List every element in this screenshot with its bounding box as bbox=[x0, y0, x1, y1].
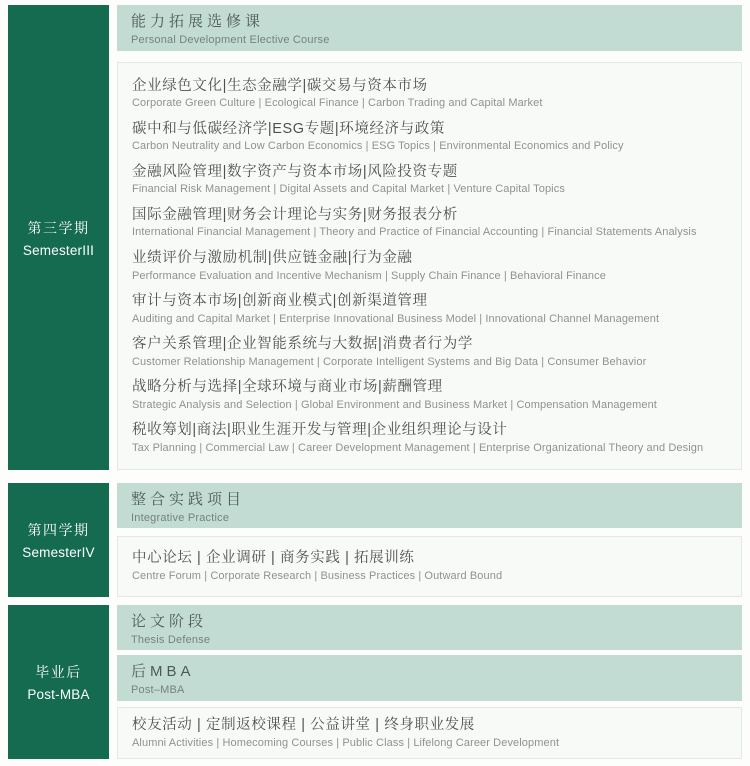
course-title-en: Corporate Green Culture | Ecological Finance | Carbon Trading and Capital Market bbox=[132, 97, 543, 110]
band-title-zh: 整合实践项目 bbox=[131, 490, 246, 508]
course-row bbox=[132, 379, 727, 411]
sidebar-semester-3 bbox=[8, 5, 109, 470]
course-title-zh: 碳中和与低碳经济学|ESG专题|环境经济与政策 bbox=[132, 120, 445, 137]
course-panel-post-mba bbox=[117, 707, 742, 759]
sidebar-label-zh: 第三学期 bbox=[27, 219, 90, 236]
course-title-zh: 战略分析与选择|全球环境与商业市场|薪酬管理 bbox=[132, 378, 443, 395]
course-title-en: Carbon Neutrality and Low Carbon Economics | ESG Topics | Environmental Economics and Policy bbox=[132, 140, 624, 153]
sidebar-label-en: SemesterIV bbox=[22, 545, 95, 560]
section-semester-4 bbox=[8, 483, 742, 597]
sidebar-semester-4 bbox=[8, 483, 109, 597]
course-title-en: Financial Risk Management | Digital Assets and Capital Market | Venture Capital Topics bbox=[132, 183, 565, 196]
section-post-mba bbox=[8, 605, 742, 759]
sidebar-label-en: SemesterIII bbox=[22, 242, 95, 258]
section-content-semester-3 bbox=[117, 5, 742, 470]
course-title-en: Alumni Activities | Homecoming Courses | Public Class | Lifelong Career Development bbox=[132, 736, 560, 749]
band-title-en: Post–MBA bbox=[131, 684, 185, 696]
band-title-zh: 能力拓展选修课 bbox=[131, 13, 265, 30]
course-title-zh: 中心论坛 | 企业调研 | 商务实践 | 拓展训练 bbox=[132, 550, 415, 567]
course-title-zh: 国际金融管理|财务会计理论与实务|财务报表分析 bbox=[132, 206, 458, 223]
course-row bbox=[132, 250, 727, 282]
course-panel-semester-3 bbox=[117, 62, 742, 470]
band-elective-course bbox=[117, 5, 742, 51]
course-title-zh: 业绩评价与激励机制|供应链金融|行为金融 bbox=[132, 249, 413, 266]
course-title-en: Strategic Analysis and Selection | Global Environment and Business Market | Compensation Management bbox=[132, 398, 657, 411]
sidebar-label-zh: 第四学期 bbox=[27, 522, 90, 538]
band-title-zh: 后MBA bbox=[131, 663, 195, 680]
course-title-zh: 审计与资本市场|创新商业模式|创新渠道管理 bbox=[132, 292, 428, 309]
course-row bbox=[132, 293, 727, 325]
band-title-en: Integrative Practice bbox=[131, 511, 230, 524]
sidebar-label-en: Post-MBA bbox=[27, 687, 90, 702]
course-title-en: Tax Planning | Commercial Law | Career Development Management | Enterprise Organizational Theory and Design bbox=[132, 441, 704, 454]
band-title-en: Personal Development Elective Course bbox=[131, 34, 330, 46]
course-panel-semester-4 bbox=[117, 536, 742, 597]
band-post-mba bbox=[117, 655, 742, 701]
course-title-zh: 税收筹划|商法|职业生涯开发与管理|企业组织理论与设计 bbox=[132, 421, 508, 438]
course-title-en: International Financial Management | Theory and Practice of Financial Accounting | Financial Statements Analysis bbox=[132, 226, 697, 239]
section-semester-3 bbox=[8, 5, 742, 470]
sidebar-post-mba bbox=[8, 605, 109, 759]
course-row bbox=[132, 164, 727, 196]
band-thesis-defense bbox=[117, 605, 742, 650]
course-row bbox=[132, 78, 727, 110]
course-row bbox=[132, 336, 727, 368]
band-title-en: Thesis Defense bbox=[131, 633, 211, 646]
course-title-zh: 校友活动 | 定制返校课程 | 公益讲堂 | 终身职业发展 bbox=[132, 716, 475, 733]
section-content-post-mba bbox=[117, 605, 742, 759]
course-title-en: Centre Forum | Corporate Research | Business Practices | Outward Bound bbox=[132, 570, 503, 583]
course-title-en: Customer Relationship Management | Corporate Intelligent Systems and Big Data | Consumer Behavior bbox=[132, 355, 647, 368]
course-row bbox=[132, 422, 727, 454]
course-row bbox=[132, 717, 727, 749]
course-title-zh: 金融风险管理|数字资产与资本市场|风险投资专题 bbox=[132, 163, 458, 180]
course-title-en: Performance Evaluation and Incentive Mechanism | Supply Chain Finance | Behavioral Finance bbox=[132, 269, 606, 282]
band-integrative-practice bbox=[117, 483, 742, 528]
course-title-en: Auditing and Capital Market | Enterprise Innovational Business Model | Innovational Channel Management bbox=[132, 312, 660, 325]
course-row bbox=[132, 550, 727, 582]
sidebar-label-zh: 毕业后 bbox=[35, 664, 82, 680]
course-title-zh: 企业绿色文化|生态金融学|碳交易与资本市场 bbox=[132, 77, 428, 94]
course-title-zh: 客户关系管理|企业智能系统与大数据|消费者行为学 bbox=[132, 335, 473, 352]
section-content-semester-4 bbox=[117, 483, 742, 597]
course-row bbox=[132, 121, 727, 153]
course-row bbox=[132, 207, 727, 239]
band-title-zh: 论文阶段 bbox=[131, 612, 208, 630]
